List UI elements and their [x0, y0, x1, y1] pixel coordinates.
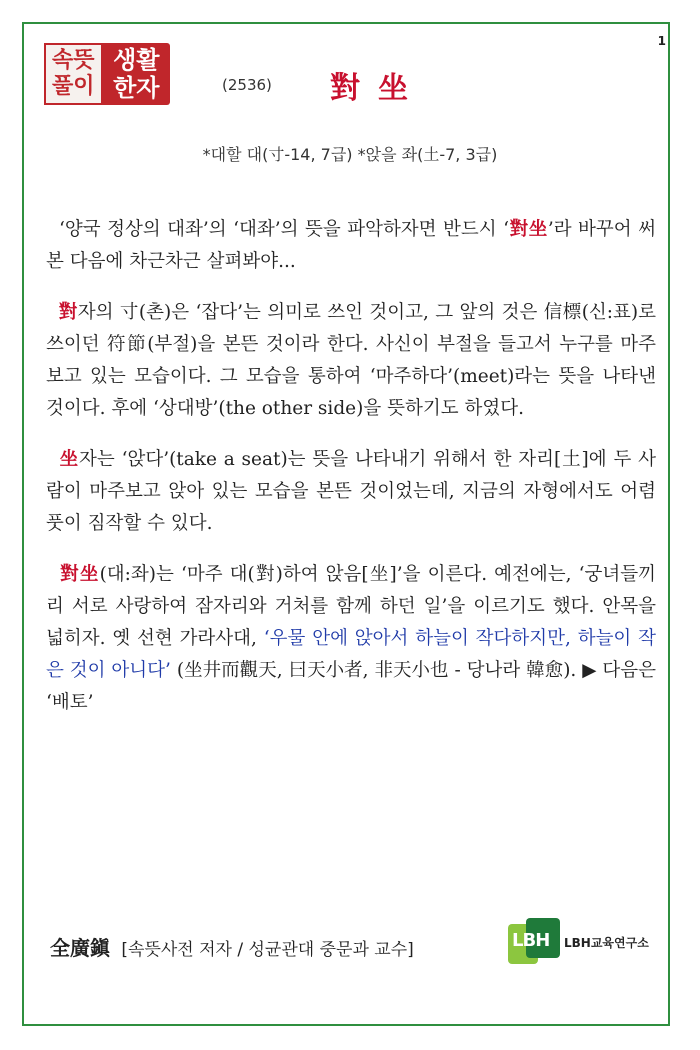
character-readings: *대할 대(寸-14, 7급) *앉을 좌(土-7, 3급) — [202, 145, 498, 164]
page-number: 1 — [657, 34, 666, 48]
logo-text: 생활 — [113, 46, 160, 74]
author-name: 全廣鎭 — [50, 936, 110, 960]
paragraph — [46, 559, 656, 719]
highlight-hanja: 坐 — [59, 449, 80, 470]
lbh-badge-icon — [508, 918, 560, 966]
text: (坐井而觀天, 曰天小者, 非天小也 - 당나라 韓愈). ▶ 다음은 ‘배토’ — [46, 660, 657, 713]
quote-text: ‘우물 안에 앉아서 하늘이 작다하지만, 하늘이 작은 것이 아니다’ — [46, 628, 656, 681]
logo-right — [103, 43, 170, 105]
text: (대:좌)는 ‘마주 대(對)하여 앉음[坐]’을 이른다. 예전에는, ‘궁녀들끼리 서로 사랑하여 잠자리와 거처를 함께 하던 일’을 이르기도 했다. 안목을 넓히자. 옛 선현 가라사대, — [46, 564, 656, 649]
text: 자는 ‘앉다’(take a seat)는 뜻을 나타내기 위해서 한 자리[土]에 두 사람이 마주보고 앉아 있는 모습을 본뜬 것이었는데, 지금의 자형에서도 어렴풋이 짐작할 수 있다. — [46, 449, 656, 534]
highlight-hanja: 對 — [58, 302, 78, 323]
page-title: 對坐 — [330, 71, 426, 106]
article-code: (2536) — [222, 76, 272, 94]
text: 자의 寸(촌)은 ‘잡다’는 의미로 쓰인 것이고, 그 앞의 것은 信標(신:표)로 쓰이던 符節(부절)을 본뜬 것이라 한다. 사신이 부절을 들고서 누구를 마주보고 있는 모습이다. 그 모습을 통하여 ‘마주하다’(meet)라는 뜻을 나타낸 것이다. 후에 ‘상대방’(the other side)을 뜻하기도 하였다. — [46, 302, 656, 419]
institute-name: LBH교육연구소 — [564, 935, 649, 950]
highlight-hanja: 對坐 — [509, 219, 548, 240]
paragraph — [46, 297, 656, 425]
text: ‘양국 정상의 대좌’의 ‘대좌’의 뜻을 파악하자면 반드시 ‘ — [58, 219, 510, 240]
paragraph — [46, 214, 656, 278]
text: ’라 바꾸어 써본 다음에 차근차근 살펴봐야... — [46, 219, 657, 272]
institute-logo — [508, 914, 658, 970]
logo-left — [44, 43, 103, 105]
logo-text: 한자 — [113, 74, 160, 102]
author-affiliation: [속뜻사전 저자 / 성균관대 중문과 교수] — [121, 940, 414, 960]
series-logo — [44, 43, 170, 105]
badge-text: LBH — [512, 930, 550, 951]
article-body — [46, 214, 656, 738]
highlight-hanja: 對坐 — [60, 564, 100, 585]
logo-text: 속뜻 — [52, 48, 95, 73]
author-line — [50, 932, 414, 961]
logo-text: 풀이 — [52, 74, 95, 99]
paragraph — [46, 444, 656, 540]
